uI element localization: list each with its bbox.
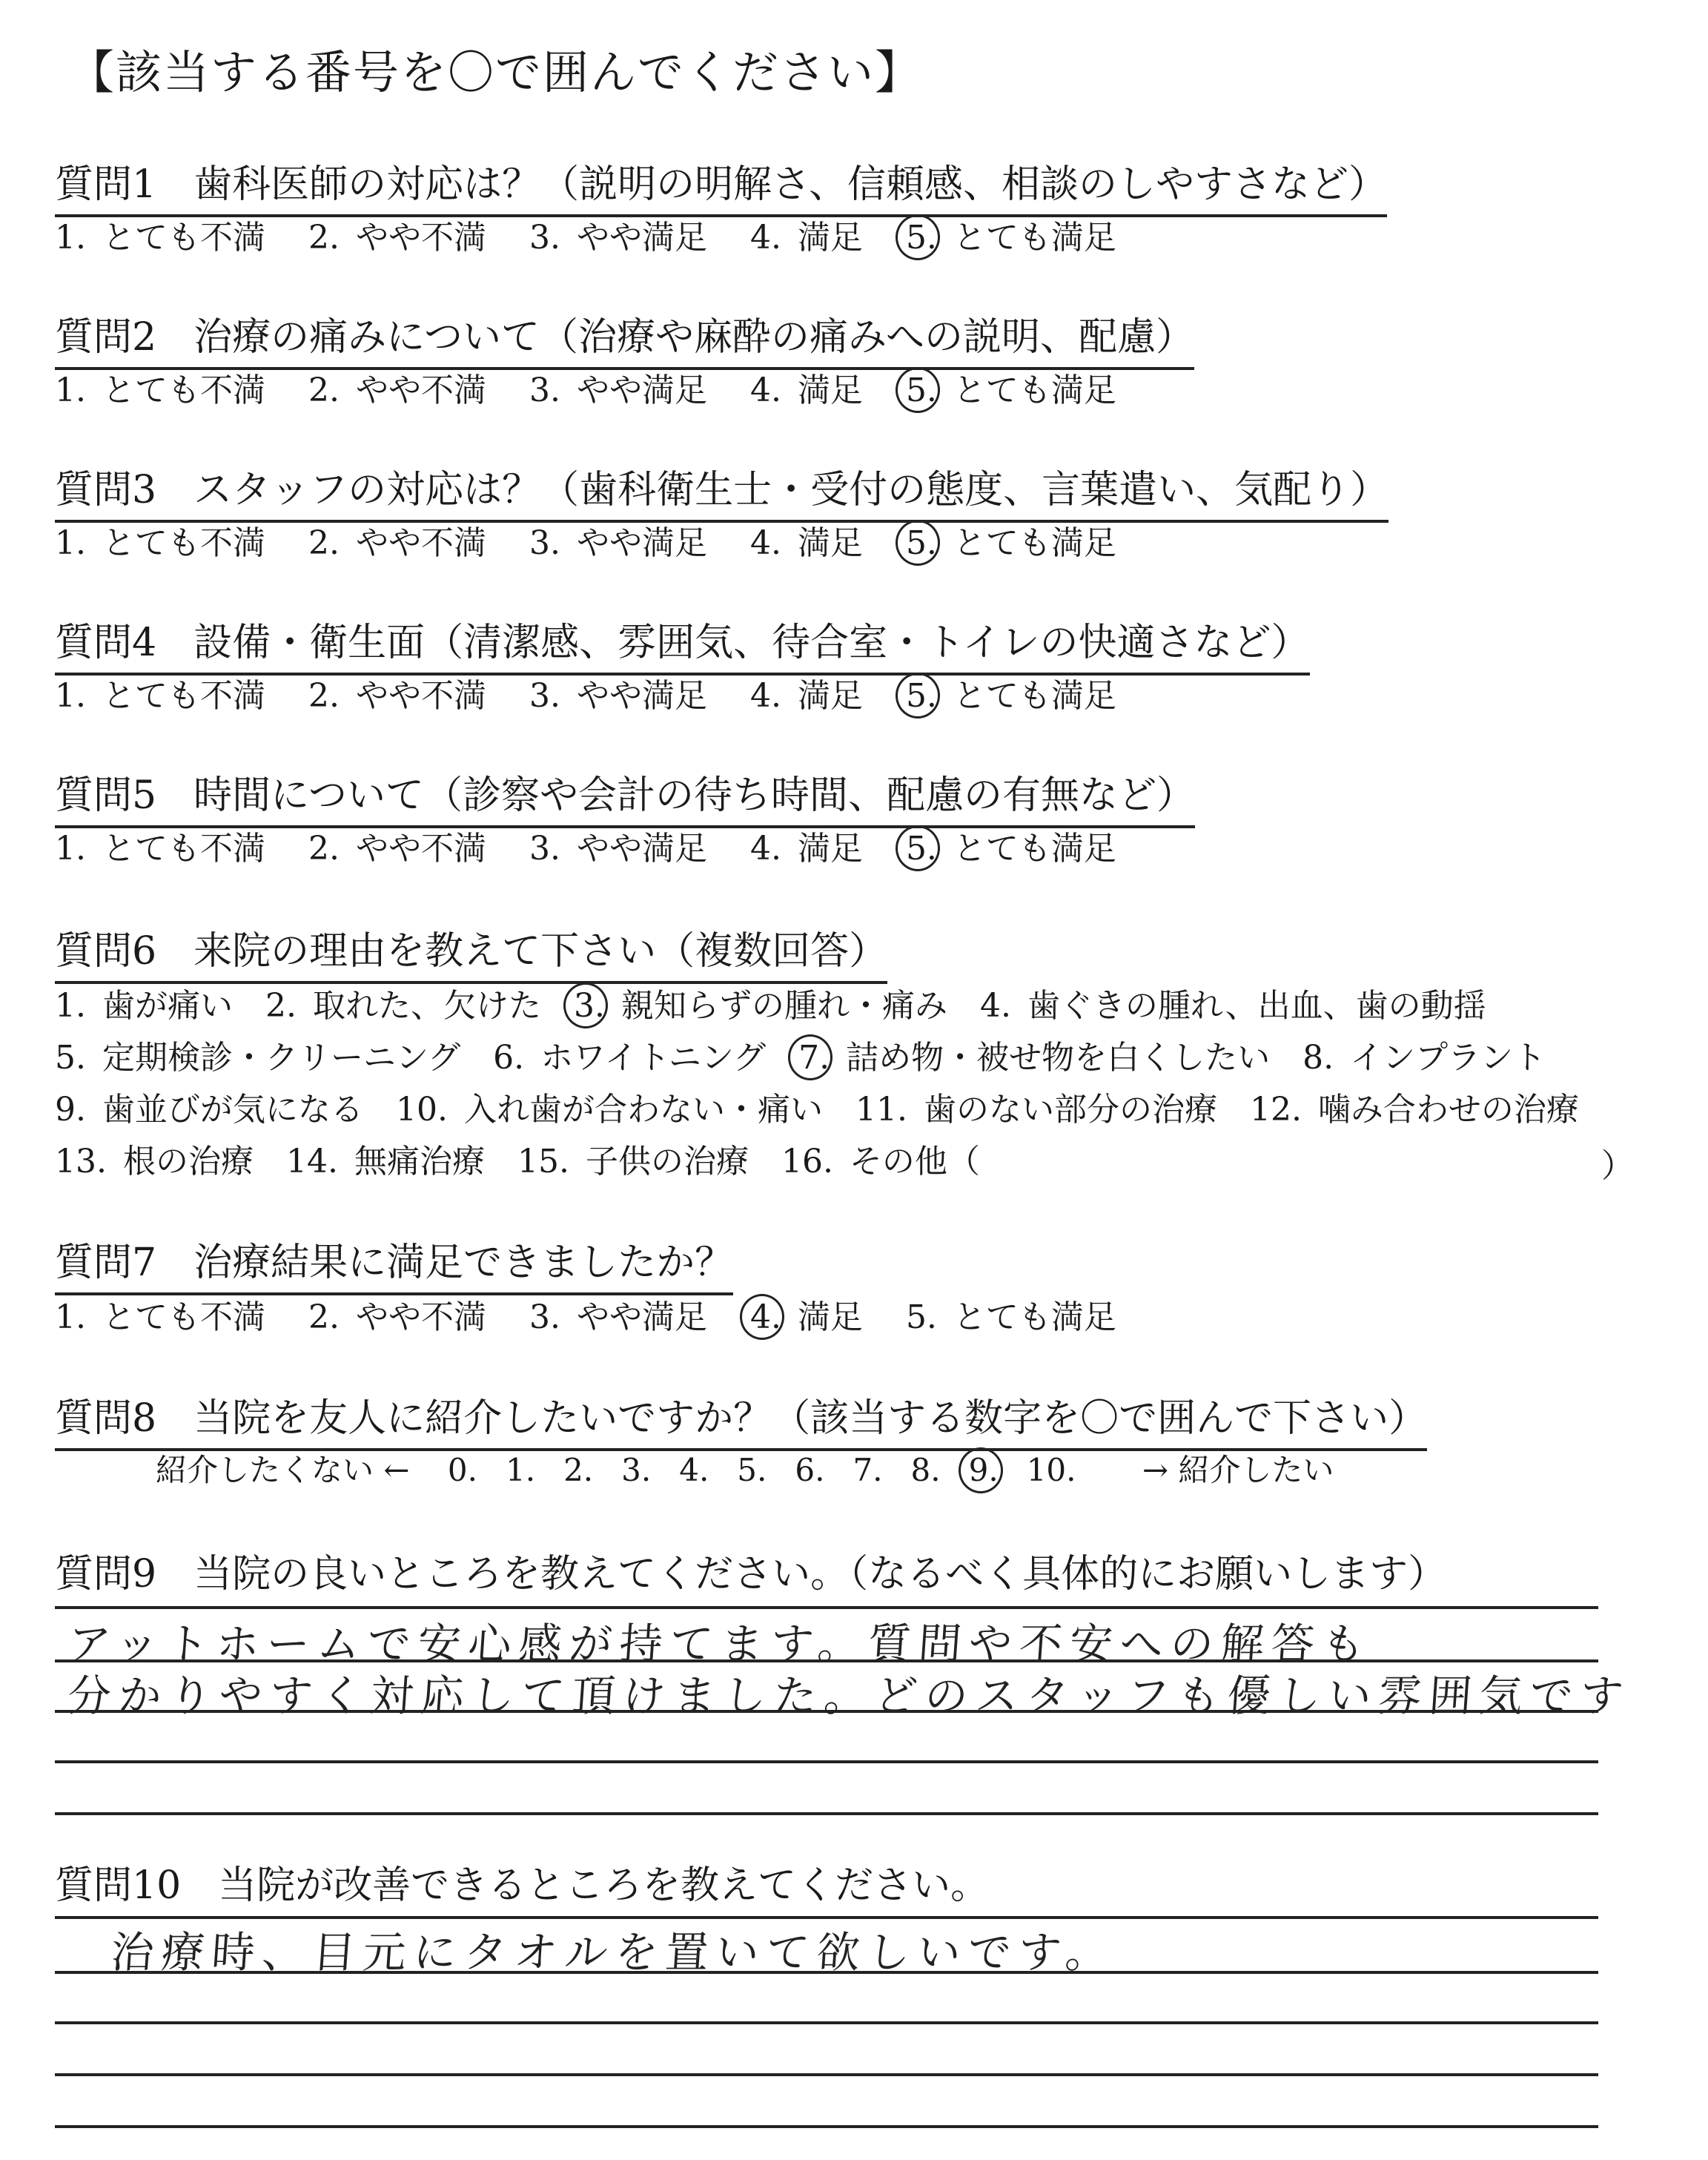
option-number: 10. bbox=[395, 1091, 448, 1129]
option-label: やや不満 bbox=[355, 524, 486, 562]
option-1[interactable] bbox=[55, 516, 265, 564]
question-text: 治療結果に満足できましたか？ bbox=[193, 1241, 734, 1285]
option-number: 2. bbox=[308, 524, 340, 562]
circled-option-number: 5. bbox=[905, 219, 937, 257]
option-number: 1. bbox=[55, 987, 86, 1025]
option-label: ホワイトニング bbox=[540, 1039, 767, 1077]
circled-option-number: 5. bbox=[905, 830, 937, 868]
question-6-row bbox=[55, 1083, 1612, 1130]
scale-1[interactable]: 1. bbox=[505, 1452, 536, 1488]
question-text: 時間について（診察や会計の待ち時間、配慮の有無など） bbox=[193, 773, 1196, 818]
question-text: 設備・衛生面（清潔感、雰囲気、待合室・トイレの快適さなど） bbox=[193, 621, 1310, 665]
option-label: 満足 bbox=[797, 830, 863, 868]
question-text: 治療の痛みについて（治療や麻酔の痛みへの説明、配慮） bbox=[193, 315, 1195, 360]
option-1[interactable] bbox=[55, 669, 265, 716]
circled-option-number: 7. bbox=[798, 1039, 830, 1077]
option-number: 9. bbox=[55, 1091, 86, 1129]
option-label: やや不満 bbox=[355, 677, 486, 715]
question-number: 質問3 bbox=[55, 468, 157, 512]
circled-option-number: 4. bbox=[749, 1298, 781, 1336]
option-label: やや不満 bbox=[355, 1298, 486, 1336]
option-number: 1. bbox=[55, 1298, 86, 1336]
handwritten-answer-q9-line2: 分かりやすく対応して頂けました。どのスタッフも優しい雰囲気です bbox=[66, 1671, 1633, 1721]
option-number: 1. bbox=[55, 524, 86, 562]
question-number: 質問5 bbox=[55, 773, 157, 818]
option-number: 11. bbox=[855, 1091, 907, 1129]
option-5[interactable] bbox=[906, 822, 1116, 869]
question-text: 当院の良いところを教えてください。（なるべく具体的にお願いします） bbox=[193, 1552, 1447, 1596]
option-label: 子供の治療 bbox=[585, 1143, 749, 1180]
option-label: とても満足 bbox=[953, 1298, 1116, 1336]
question-6-row bbox=[55, 1031, 1578, 1078]
option-label: 取れた、欠けた bbox=[312, 987, 541, 1025]
circled-option-number: 5. bbox=[905, 524, 937, 562]
question-1-heading bbox=[55, 153, 1387, 217]
option-label: 親知らずの腫れ・痛み bbox=[620, 987, 947, 1025]
question-number: 質問8 bbox=[55, 1396, 157, 1441]
option-4[interactable] bbox=[750, 211, 863, 258]
scale-3[interactable]: 3. bbox=[621, 1452, 652, 1488]
option-1[interactable] bbox=[55, 363, 265, 411]
option-label: とても満足 bbox=[953, 219, 1116, 257]
scale-7[interactable]: 7. bbox=[853, 1452, 883, 1488]
option-number: 12. bbox=[1249, 1091, 1302, 1129]
option-label: 根の治療 bbox=[122, 1143, 254, 1180]
option-number: 4. bbox=[979, 987, 1011, 1025]
option-3[interactable] bbox=[529, 211, 707, 258]
option-label: 詰め物・被せ物を白くしたい bbox=[846, 1039, 1271, 1077]
question-6-row bbox=[55, 1135, 1013, 1182]
option-11[interactable] bbox=[855, 1083, 1217, 1130]
recommend-scale bbox=[156, 1446, 1362, 1490]
option-1[interactable] bbox=[55, 979, 233, 1026]
scale-2[interactable]: 2. bbox=[563, 1452, 594, 1488]
option-4[interactable] bbox=[750, 1290, 863, 1338]
option-label: やや不満 bbox=[355, 219, 486, 257]
option-label: 歯ぐきの腫れ、出血、歯の動揺 bbox=[1027, 987, 1486, 1025]
option-number: 5. bbox=[55, 1039, 86, 1077]
option-number: 2. bbox=[308, 371, 340, 409]
scale-4[interactable]: 4. bbox=[679, 1452, 709, 1488]
option-label: 歯が痛い bbox=[102, 987, 233, 1025]
option-number: 3. bbox=[529, 677, 560, 715]
option-label: とても不満 bbox=[102, 1298, 265, 1336]
question-number: 質問2 bbox=[55, 315, 157, 360]
option-number: 15. bbox=[517, 1143, 569, 1180]
question-number: 質問4 bbox=[55, 621, 157, 665]
question-2-heading bbox=[55, 305, 1194, 370]
option-label: とても満足 bbox=[953, 677, 1116, 715]
option-number: 4. bbox=[749, 524, 781, 562]
option-6[interactable] bbox=[493, 1031, 766, 1078]
question-7-heading bbox=[55, 1231, 733, 1295]
option-number: 4. bbox=[749, 219, 781, 257]
option-1[interactable] bbox=[55, 1290, 265, 1338]
option-label: 歯のない部分の治療 bbox=[923, 1091, 1217, 1129]
option-number: 3. bbox=[529, 371, 560, 409]
option-2[interactable] bbox=[308, 1290, 486, 1338]
question-number: 質問7 bbox=[55, 1241, 157, 1285]
question-text: 歯科医師の対応は？（説明の明解さ、信頼感、相談のしやすさなど） bbox=[193, 162, 1388, 207]
option-3[interactable] bbox=[529, 822, 707, 869]
question-5-options bbox=[55, 822, 1159, 869]
option-number: 2. bbox=[308, 1298, 340, 1336]
answer-line bbox=[55, 1812, 1598, 1815]
option-label: とても不満 bbox=[102, 371, 265, 409]
option-5[interactable] bbox=[906, 211, 1116, 258]
answer-line bbox=[55, 2073, 1598, 2076]
option-4[interactable] bbox=[750, 822, 863, 869]
question-text: スタッフの対応は？（歯科衛生士・受付の態度、言葉遣い、気配り） bbox=[193, 468, 1389, 512]
option-label: やや満足 bbox=[576, 677, 707, 715]
handwritten-answer-q10-line1: 治療時、目元にタオルを置いて欲しいです。 bbox=[109, 1927, 1118, 1978]
option-number: 1. bbox=[55, 371, 86, 409]
question-1-options bbox=[55, 211, 1159, 258]
option-label: 無痛治療 bbox=[354, 1143, 485, 1180]
question-2-options bbox=[55, 363, 1159, 411]
option-1[interactable] bbox=[55, 822, 265, 869]
question-number: 質問1 bbox=[55, 162, 157, 207]
option-label: インプラント bbox=[1350, 1039, 1546, 1077]
question-6-row bbox=[55, 979, 1519, 1026]
question-7-options bbox=[55, 1290, 1159, 1338]
handwritten-answer-q9-line1: アットホームで安心感が持てます。質問や不安への解答も bbox=[66, 1619, 1374, 1669]
option-5[interactable] bbox=[906, 669, 1116, 716]
option-3[interactable] bbox=[529, 516, 707, 564]
option-1[interactable] bbox=[55, 211, 265, 258]
question-number: 質問10 bbox=[55, 1863, 182, 1908]
answer-line bbox=[55, 1760, 1598, 1763]
option-10[interactable] bbox=[396, 1083, 823, 1130]
option-label: 噛み合わせの治療 bbox=[1317, 1091, 1579, 1129]
option-2[interactable] bbox=[308, 211, 486, 258]
option-number: 2. bbox=[308, 830, 340, 868]
option-number: 4. bbox=[749, 371, 781, 409]
option-15[interactable] bbox=[517, 1135, 749, 1182]
question-6-heading bbox=[55, 919, 887, 984]
option-label: 満足 bbox=[797, 1298, 863, 1336]
option-number: 8. bbox=[1302, 1039, 1334, 1077]
option-16[interactable] bbox=[781, 1135, 980, 1182]
option-5[interactable] bbox=[55, 1031, 460, 1078]
option-3[interactable] bbox=[529, 669, 707, 716]
option-3[interactable] bbox=[529, 1290, 707, 1338]
option-number: 13. bbox=[55, 1143, 107, 1180]
option-number: 3. bbox=[529, 1298, 560, 1336]
option-label: 満足 bbox=[797, 371, 863, 409]
option-5[interactable] bbox=[906, 363, 1116, 411]
scale-right-label: → 紹介したい bbox=[1142, 1452, 1334, 1488]
option-2[interactable] bbox=[308, 516, 486, 564]
option-number: 1. bbox=[55, 677, 86, 715]
option-3[interactable] bbox=[529, 363, 707, 411]
scale-10[interactable]: 10. bbox=[1026, 1452, 1076, 1488]
option-label: とても不満 bbox=[102, 677, 265, 715]
option-4[interactable] bbox=[750, 669, 863, 716]
option-label: やや満足 bbox=[576, 524, 707, 562]
scale-9[interactable]: 9. bbox=[968, 1452, 999, 1488]
option-2[interactable] bbox=[308, 669, 486, 716]
option-number: 16. bbox=[781, 1143, 833, 1180]
option-label: やや満足 bbox=[576, 371, 707, 409]
option-number: 3. bbox=[529, 830, 560, 868]
option-13[interactable] bbox=[55, 1135, 254, 1182]
option-label: その他（ bbox=[849, 1143, 980, 1180]
question-3-options bbox=[55, 516, 1159, 564]
question-4-options bbox=[55, 669, 1159, 716]
option-number: 6. bbox=[493, 1039, 525, 1077]
option-number: 2. bbox=[265, 987, 297, 1025]
option-label: とても不満 bbox=[102, 219, 265, 257]
question-3-heading bbox=[55, 458, 1388, 523]
scale-6[interactable]: 6. bbox=[795, 1452, 825, 1488]
option-5[interactable] bbox=[906, 1290, 1116, 1338]
option-number: 3. bbox=[529, 219, 560, 257]
option-8[interactable] bbox=[1302, 1031, 1546, 1078]
option-label: やや満足 bbox=[576, 1298, 707, 1336]
question-text: 来院の理由を教えて下さい（複数回答） bbox=[193, 929, 888, 974]
option-label: 定期検診・クリーニング bbox=[102, 1039, 461, 1077]
option-3[interactable] bbox=[574, 979, 947, 1026]
scale-left-label: 紹介したくない ← bbox=[156, 1452, 410, 1488]
option-14[interactable] bbox=[286, 1135, 485, 1182]
option-label: とても満足 bbox=[953, 524, 1116, 562]
scale-0[interactable]: 0. bbox=[447, 1452, 477, 1488]
question-8-heading bbox=[55, 1387, 1427, 1451]
option-number: 2. bbox=[308, 219, 340, 257]
option-label: やや不満 bbox=[355, 371, 486, 409]
answer-line bbox=[55, 2125, 1598, 2128]
option-label: とても不満 bbox=[102, 830, 265, 868]
answer-line bbox=[55, 2021, 1598, 2024]
instruction-heading: 【該当する番号を〇で囲んでください】 bbox=[68, 45, 923, 99]
option-label: 入れ歯が合わない・痛い bbox=[463, 1091, 823, 1129]
option-4[interactable] bbox=[750, 516, 863, 564]
option-7[interactable] bbox=[798, 1031, 1270, 1078]
scale-5[interactable]: 5. bbox=[737, 1452, 767, 1488]
circled-option-number: 5. bbox=[905, 677, 937, 715]
option-label: とても不満 bbox=[102, 524, 265, 562]
option-number: 2. bbox=[308, 677, 340, 715]
scale-numbers bbox=[448, 1452, 1105, 1488]
option-4[interactable] bbox=[750, 363, 863, 411]
question-5-heading bbox=[55, 764, 1195, 828]
question-number: 質問6 bbox=[55, 929, 157, 974]
option-number: 1. bbox=[55, 219, 86, 257]
option-12[interactable] bbox=[1250, 1083, 1579, 1130]
option-label: とても満足 bbox=[953, 830, 1116, 868]
option-label: 満足 bbox=[797, 524, 863, 562]
option-9[interactable] bbox=[55, 1083, 363, 1130]
question-text: 当院を友人に紹介したいですか？（該当する数字を〇で囲んで下さい） bbox=[193, 1396, 1428, 1441]
circled-option-number: 3. bbox=[573, 987, 605, 1025]
option-2[interactable] bbox=[265, 979, 541, 1026]
option-number: 4. bbox=[749, 677, 781, 715]
option-number: 5. bbox=[905, 1298, 937, 1336]
other-close-paren: ） bbox=[1601, 1147, 1634, 1185]
option-4[interactable] bbox=[980, 979, 1486, 1026]
option-label: 歯並びが気になる bbox=[102, 1091, 363, 1129]
option-5[interactable] bbox=[906, 516, 1116, 564]
circled-option-number: 5. bbox=[905, 371, 937, 409]
question-10-heading bbox=[55, 1854, 989, 1915]
question-9-heading bbox=[55, 1542, 1446, 1604]
option-number: 14. bbox=[285, 1143, 338, 1180]
scale-8[interactable]: 8. bbox=[910, 1452, 941, 1488]
option-label: やや不満 bbox=[355, 830, 486, 868]
option-label: 満足 bbox=[797, 219, 863, 257]
option-number: 3. bbox=[529, 524, 560, 562]
option-label: とても満足 bbox=[953, 371, 1116, 409]
option-label: やや満足 bbox=[576, 830, 707, 868]
question-text: 当院が改善できるところを教えてください。 bbox=[218, 1863, 990, 1908]
option-2[interactable] bbox=[308, 822, 486, 869]
option-number: 1. bbox=[55, 830, 86, 868]
option-label: 満足 bbox=[797, 677, 863, 715]
question-4-heading bbox=[55, 611, 1310, 676]
option-number: 4. bbox=[749, 830, 781, 868]
option-2[interactable] bbox=[308, 363, 486, 411]
option-label: やや満足 bbox=[576, 219, 707, 257]
question-number: 質問9 bbox=[55, 1552, 157, 1596]
